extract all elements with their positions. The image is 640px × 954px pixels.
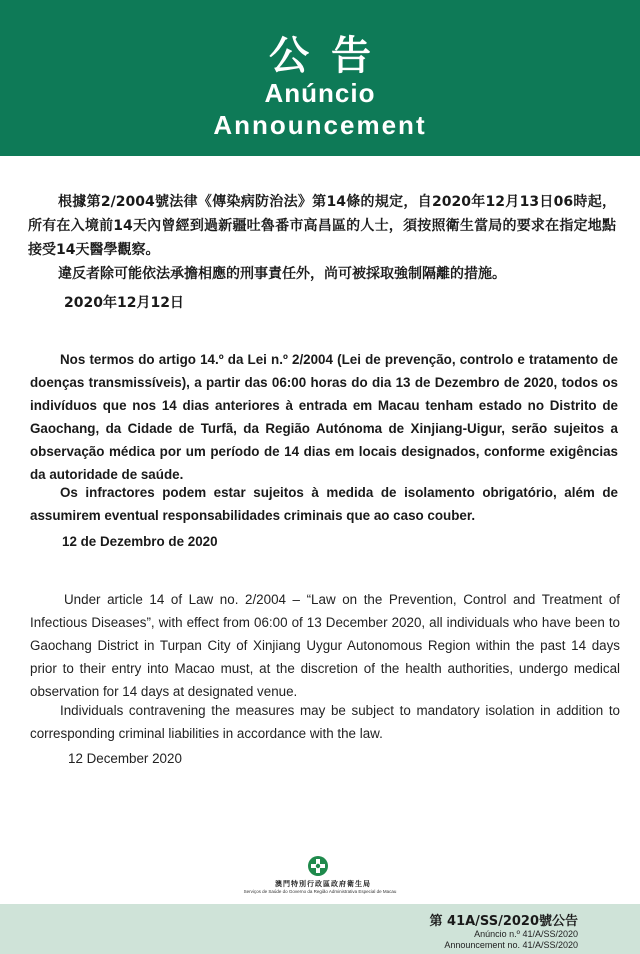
portuguese-paragraph-2: Os infractores podem estar sujeitos à medida de isolamento obrigatório, além de assumirem eventual responsabilidades criminais que ao caso couber.	[30, 485, 618, 523]
title-english: Announcement	[213, 110, 427, 140]
announcement-header	[0, 0, 640, 156]
title-chinese: 公告	[269, 33, 393, 79]
reference-number-english: Announcement no. 41/A/SS/2020	[444, 940, 578, 950]
reference-number-chinese: 第 41A/SS/2020號公告	[429, 914, 578, 929]
english-paragraph-2: Individuals contravening the measures may be subject to mandatory isolation in addition to corresponding criminal liabilities in accordance with the law.	[30, 703, 620, 741]
portuguese-paragraph-1: Nos termos do artigo 14.º da Lei n.º 2/2004 (Lei de prevenção, controlo e tratamento de doenças transmissíveis), a partir das 06:00 horas do dia 13 de Dezembro de 2020, todos os indivíduos que nos 14 dias anteriores à entrada em Macau tenham estado no Distrito de Gaochang, da Cidade de Turfã, da Região Autónoma de Xinjiang-Uigur, serão sujeitos a observação médica por um período de 14 dias em locais designados, conforme exigências da autoridade de saúde.	[30, 352, 618, 482]
chinese-paragraph-2: 違反者除可能依法承擔相應的刑事責任外，尚可被採取強制隔離的措施。	[58, 266, 506, 282]
reference-number-portuguese: Anúncio n.º 41/A/SS/2020	[474, 929, 578, 939]
title-portuguese: Anúncio	[264, 78, 376, 108]
portuguese-date: 12 de Dezembro de 2020	[62, 534, 218, 549]
english-paragraph-1: Under article 14 of Law no. 2/2004 – “Law on the Prevention, Control and Treatment of Infectious Diseases”, with effect from 06:00 of 13 December 2020, all individuals who have been to Gaochang District in Turpan City of Xinjiang Uygur Autonomous Region within the past 14 days prior to their entry into Macao must, at the discretion of the health authorities, undergo medical observation for 14 days at designated venue.	[30, 592, 620, 699]
chinese-paragraph-1: 根據第2/2004號法律《傳染病防治法》第14條的規定，自2020年12月13日06時起，所有在入境前14天內曾經到過新疆吐魯番市高昌區的人士，須按照衛生當局的要求在指定地點接受14天醫學觀察。	[28, 194, 616, 258]
chinese-date: 2020年12月12日	[64, 295, 184, 311]
health-bureau-name-chinese: 澳門特別行政區政府衛生局	[275, 880, 371, 888]
health-bureau-name-portuguese: Serviços de Saúde do Governo da Região Administrativa Especial de Macau	[243, 889, 397, 894]
english-date: 12 December 2020	[68, 751, 182, 766]
health-bureau-logo-icon	[307, 855, 329, 877]
